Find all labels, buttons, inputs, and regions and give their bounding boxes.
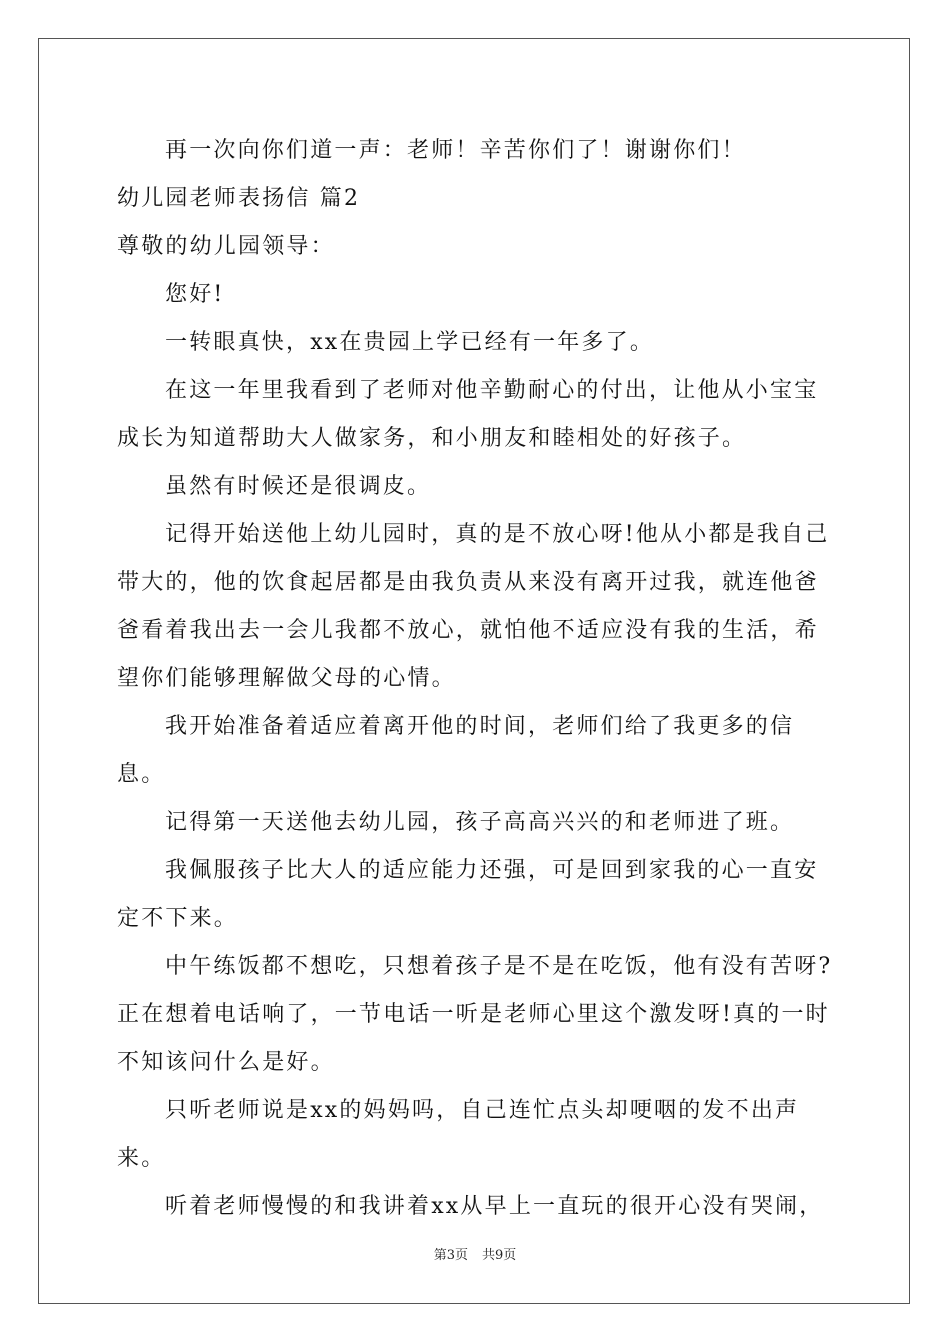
page-footer <box>0 1244 950 1263</box>
paragraph: 我佩服孩子比大人的适应能力还强，可是回到家我的心一直安定不下来。 <box>117 858 819 931</box>
paragraph: 我开始准备着适应着离开他的时间，老师们给了我更多的信息。 <box>117 714 795 787</box>
paragraph: 记得第一天送他去幼儿园，孩子高高兴兴的和老师进了班。 <box>165 810 795 835</box>
section-heading: 幼儿园老师表扬信 篇2 <box>117 186 361 211</box>
paragraph: 在这一年里我看到了老师对他辛勤耐心的付出，让他从小宝宝成长为知道帮助大人做家务，和小朋友和睦相处的好孩子。 <box>117 378 819 451</box>
greeting: 您好! <box>165 282 225 307</box>
paragraph: 听着老师慢慢的和我讲着xx从早上一直玩的很开心没有哭闹， <box>165 1194 824 1219</box>
paragraph: 记得开始送他上幼儿园时，真的是不放心呀!他从小都是我自己带大的，他的饮食起居都是由我负责从来没有离开过我，就连他爸爸看着我出去一会儿我都不放心，就怕他不适应没有我的生活，希望你们能够理解做父母的心情。 <box>117 522 830 691</box>
paragraph: 再一次向你们道一声：老师！辛苦你们了！谢谢你们！ <box>165 138 746 163</box>
paragraph: 中午练饭都不想吃，只想着孩子是不是在吃饭，他有没有苦呀?正在想着电话响了，一节电话一听是老师心里这个激发呀!真的一时不知该问什么是好。 <box>117 954 833 1075</box>
paragraph: 虽然有时候还是很调皮。 <box>165 474 432 499</box>
page-total: 共9页 <box>482 1248 517 1263</box>
salutation: 尊敬的幼儿园领导： <box>117 234 335 259</box>
document-body <box>117 127 837 1231</box>
page-number: 第3页 <box>433 1248 468 1263</box>
paragraph: 一转眼真快，xx在贵园上学已经有一年多了。 <box>165 330 655 355</box>
paragraph: 只听老师说是xx的妈妈吗，自己连忙点头却哽咽的发不出声来。 <box>117 1098 800 1171</box>
